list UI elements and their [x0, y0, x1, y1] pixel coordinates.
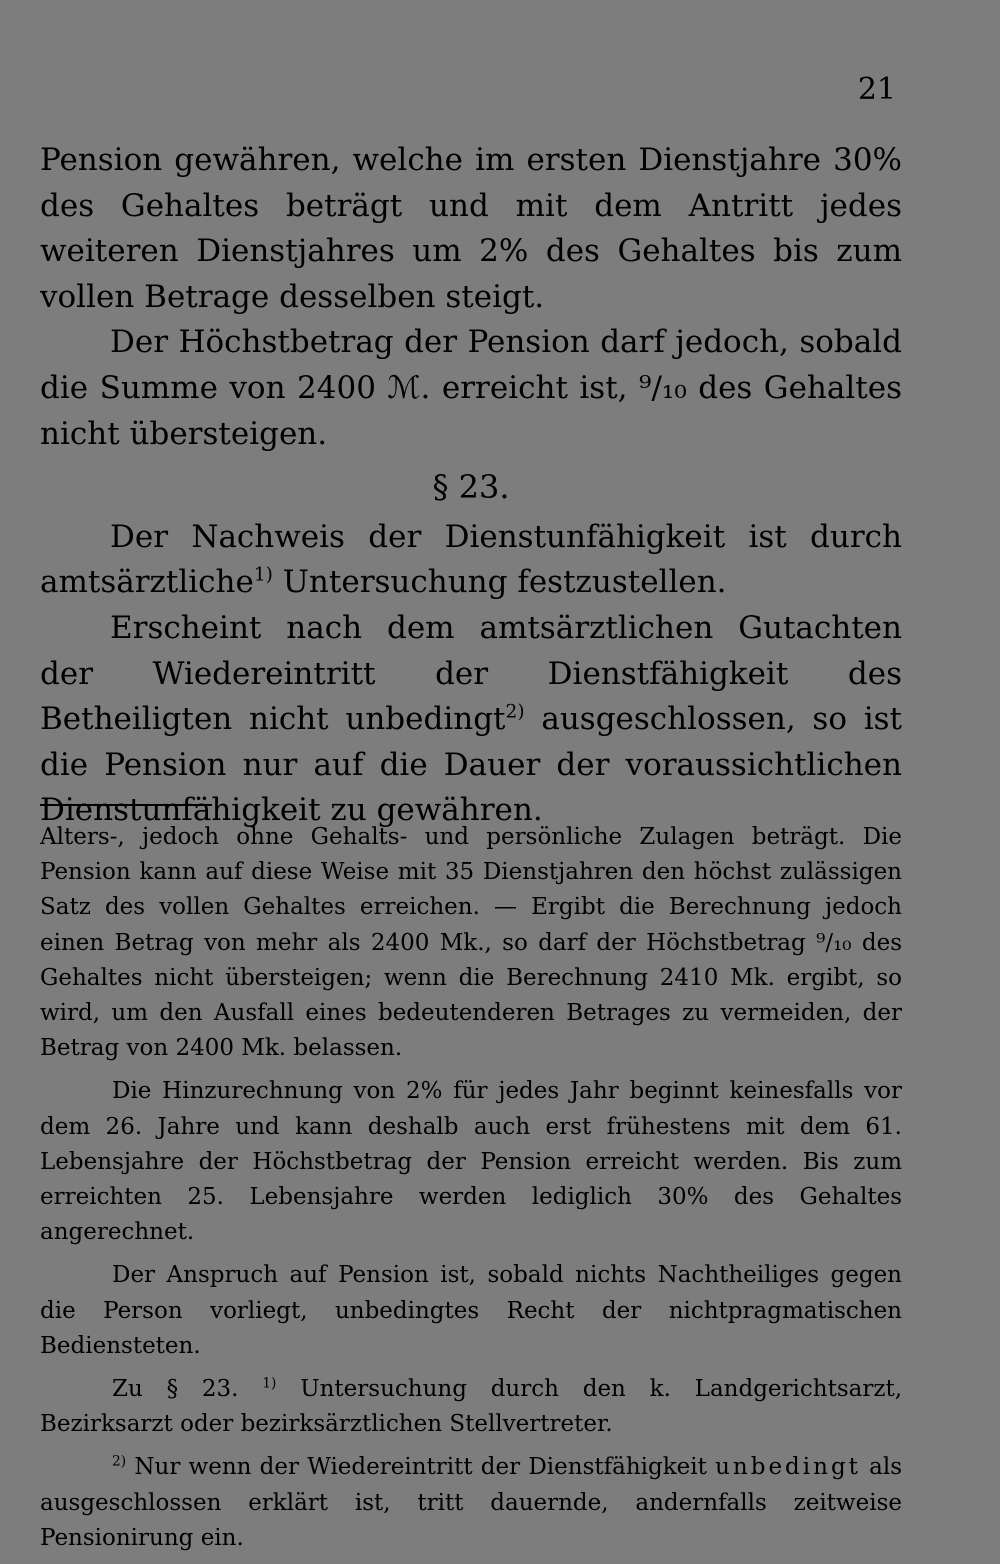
- section-heading: § 23.: [432, 468, 510, 507]
- paragraph-max-amount: Der Höchstbetrag der Pension darf jedoch, sobald die Summe von 2400 ℳ. erreicht ist, ⁹/₁₀ des Gehaltes nicht übersteigen.: [40, 324, 902, 452]
- footnote-entitlement: Der Anspruch auf Pension ist, sobald nichts Nachtheiliges gegen die Person vorliegt, unbedingtes Recht der nichtpragmatischen Bediensteten.: [40, 1262, 902, 1359]
- page-number: 21: [857, 72, 896, 107]
- paragraph-pension-increase: Pension gewähren, welche im ersten Dienstjahre 30% des Gehaltes beträgt und mit dem Antritt jedes weiteren Dienstjahres um 2% des Gehaltes bis zum vollen Betrage desselben steigt.: [40, 142, 902, 315]
- main-text: [40, 138, 902, 834]
- footnote-section-23-1: Zu § 23. $^{1)}$ Untersuchung durch den k. Landgerichtsarzt, Bezirksarzt oder bezirksärztlichen Stellvertreter.: [40, 1375, 903, 1438]
- fraction: ⁹/₁₀: [639, 369, 687, 406]
- footnote-continuation: Alters-, jedoch ohne Gehalts- und persönliche Zulagen beträgt. Die Pension kann auf diese Weise mit 35 Dienstjahren den höchst zulässigen Satz des vollen Gehaltes erreichen. — Ergibt die Berechnung jedoch einen Betrag von mehr als 2400 Mk., so darf der Höchstbetrag ⁹/₁₀ des Gehaltes nicht übersteigen; wenn die Berechnung 2410 Mk. ergibt, so wird, um den Ausfall eines bedeutenderen Betrages zu vermeiden, der Betrag von 2400 Mk. belassen.: [40, 824, 902, 1062]
- footnote-ref: 2): [505, 701, 525, 723]
- footnote-section-23-2: $^{2)}$ Nur wenn der Wiedereintritt der Dienstfähigkeit unbedingt als ausgeschlossen erklärt ist, tritt dauernde, andernfalls zeitweise Pensionirung ein.: [40, 1453, 903, 1551]
- paragraph-proof-of-incapacity: Der Nachweis der Dienstunfähigkeit ist durch amtsärztliche$^{1)}$ Untersuchung festzustellen.: [40, 518, 902, 601]
- footnote-ref: 1): [253, 565, 273, 587]
- footnotes: [40, 820, 902, 1564]
- fraction: ⁹/₁₀: [816, 929, 852, 956]
- footnote-marker: 2): [112, 1453, 127, 1470]
- paragraph-temporary-pension: Erscheint nach dem amtsärztlichen Gutachten der Wiedereintritt der Dienstfähigkeit des Betheiligten nicht unbedingt$^{2)}$ ausgeschlossen, so ist die Pension nur auf die Dauer der voraussichtlichen Dienstunfähigkeit zu gewähren.: [40, 609, 902, 829]
- emphasized-word: unbedingt: [715, 1454, 861, 1481]
- footnote-addition-rule: Die Hinzurechnung von 2% für jedes Jahr beginnt keinesfalls vor dem 26. Jahre und kann deshalb auch erst frühestens mit dem 61. Lebensjahre der Höchstbetrag der Pension erreicht werden. Bis zum erreichten 25. Lebensjahre werden lediglich 30% des Gehaltes angerechnet.: [40, 1078, 902, 1246]
- footnote-divider: [40, 804, 212, 806]
- footnote-marker: 1): [262, 1375, 277, 1392]
